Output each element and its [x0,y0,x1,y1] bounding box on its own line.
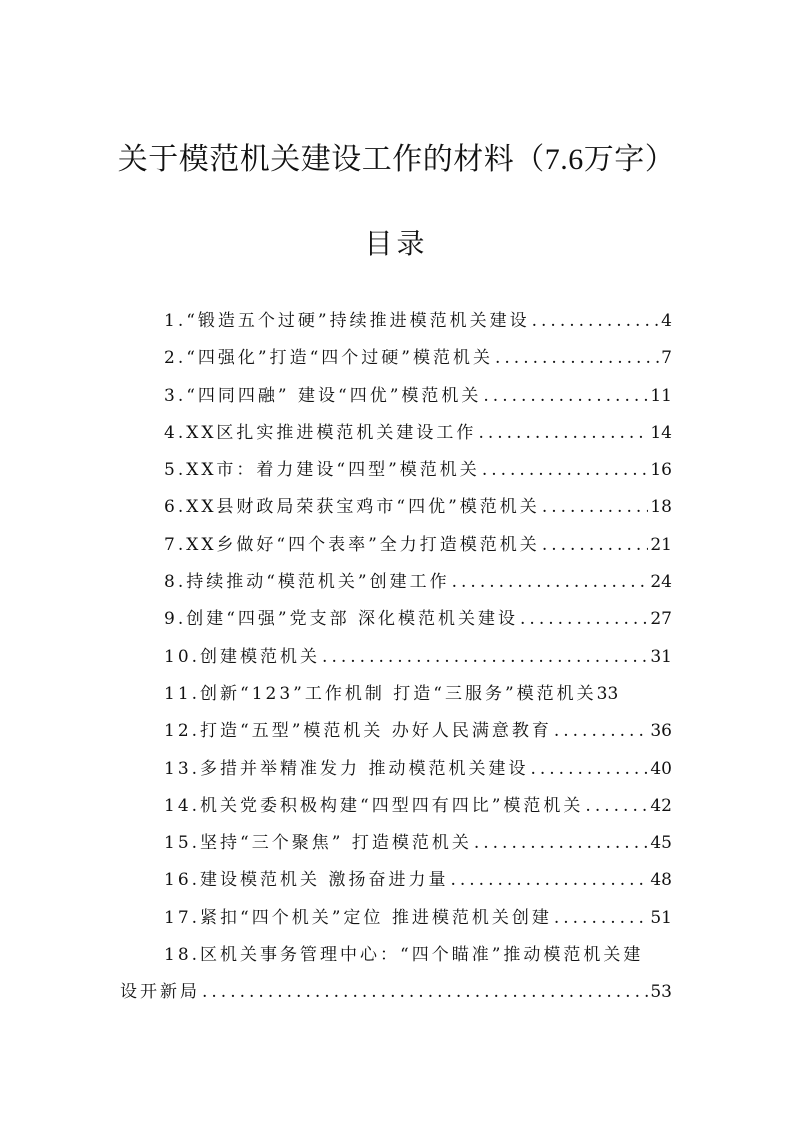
toc-entry-label-continued: 设开新局 [120,982,200,1003]
toc-entry-page: 4 [661,311,672,331]
toc-entry-17[interactable] [164,903,672,940]
toc-entry-label: 8.持续推动“模范机关”创建工作 [164,572,450,593]
dot-leader [483,386,648,406]
toc-entry-page: 33 [596,683,619,704]
dot-leader [585,796,648,816]
dot-leader [554,908,649,928]
toc-entry-1[interactable] [164,306,672,343]
table-of-contents [120,306,672,1015]
toc-entry-page: 24 [650,572,672,593]
toc-entry-label: 17.紧扣“四个机关”定位 推进模范机关创建 [164,907,552,928]
toc-entry-page: 14 [650,422,672,443]
toc-entry-page: 42 [650,795,672,816]
toc-entry-page: 11 [650,385,672,406]
toc-entry-5[interactable] [164,455,672,492]
toc-entry-label: 13.多措并举精准发力 推动模范机关建设 [164,758,529,779]
toc-entry-8[interactable] [164,567,672,604]
toc-entry-label: 12.打造“五型”模范机关 办好人民满意教育 [164,721,552,742]
toc-entry-page: 40 [650,758,672,779]
toc-entry-14[interactable] [164,791,672,828]
toc-entry-4[interactable] [164,418,672,455]
toc-entry-3[interactable] [164,381,672,418]
toc-entry-page: 48 [650,870,672,891]
dot-leader [450,870,648,890]
toc-entry-page: 7 [661,348,672,369]
toc-entry-18[interactable] [164,940,672,977]
toc-entry-label: 4.XX区扎实推进模范机关建设工作 [164,422,477,443]
toc-entry-label: 9.创建“四强”党支部 深化模范机关建设 [164,609,519,630]
toc-entry-6[interactable] [164,492,672,529]
dot-leader [322,647,648,667]
toc-entry-page: 53 [650,982,672,1003]
toc-entry-label: 16.建设模范机关 激扬奋进力量 [164,870,449,891]
dot-leader [482,460,649,480]
toc-entry-16[interactable] [164,865,672,902]
toc-entry-label: 2.“四强化”打造“四个过硬”模范机关 [164,348,493,369]
toc-entry-label: 14.机关党委积极构建“四型四有四比”模范机关 [164,795,584,816]
toc-entry-page: 21 [650,534,672,555]
toc-entry-9[interactable] [164,604,672,641]
toc-entry-page: 45 [650,833,672,854]
toc-entry-2[interactable] [164,343,672,380]
toc-entry-label: 11.创新“123”工作机制 打造“三服务”模范机关 [164,683,597,704]
toc-entry-13[interactable] [164,754,672,791]
toc-entry-page: 36 [650,721,672,742]
dot-leader [542,497,649,517]
toc-entry-page: 16 [650,460,672,481]
dot-leader [202,982,648,1002]
toc-entry-12[interactable] [164,716,672,753]
dot-leader [532,311,660,331]
dot-leader [530,759,648,779]
toc-entry-10[interactable] [164,642,672,679]
toc-entry-label: 5.XX市：着力建设“四型”模范机关 [164,460,480,481]
toc-entry-page: 18 [650,497,672,518]
dot-leader [474,833,649,853]
toc-entry-page: 31 [650,646,672,667]
dot-leader [520,609,648,629]
dot-leader [452,572,649,592]
dot-leader [542,535,649,555]
toc-entry-11[interactable] [164,679,672,716]
toc-entry-label: 7.XX乡做好“四个表率”全力打造模范机关 [164,534,540,555]
toc-entry-page: 27 [650,609,672,630]
toc-entry-7[interactable] [164,530,672,567]
toc-entry-18-continued[interactable] [120,977,672,1014]
toc-entry-label: 1.“锻造五个过硬”持续推进模范机关建设 [164,311,530,331]
toc-entry-page: 51 [650,907,672,928]
dot-leader [495,348,659,368]
document-title: 关于模范机关建设工作的材料（7.6万字） [117,143,676,176]
toc-heading: 目录 [364,227,429,260]
dot-leader [554,721,649,741]
toc-entry-label: 10.创建模范机关 [164,646,321,667]
toc-entry-15[interactable] [164,828,672,865]
dot-leader [478,423,648,443]
toc-entry-label: 18.区机关事务管理中心：“四个瞄准”推动模范机关建 [164,945,644,966]
toc-entry-label: 6.XX县财政局荣获宝鸡市“四优”模范机关 [164,497,540,518]
toc-entry-label: 3.“四同四融” 建设“四优”模范机关 [164,385,482,406]
toc-entry-label: 15.坚持“三个聚焦” 打造模范机关 [164,833,472,854]
